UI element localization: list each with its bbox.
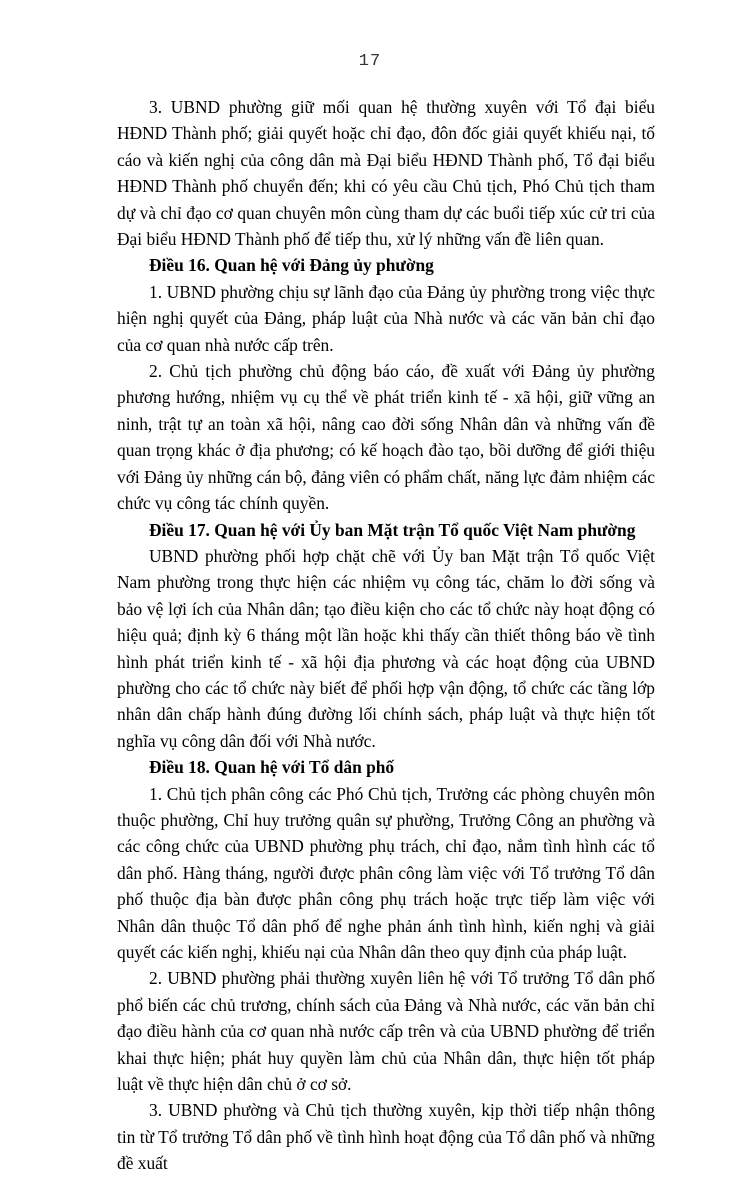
paragraph-article-16-clause-1: 1. UBND phường chịu sự lãnh đạo của Đảng ủy phường trong việc thực hiện nghị quyết của Đảng, pháp luật của Nhà nước và các văn bản chỉ đạo của cơ quan nhà nước cấp trên. (117, 281, 655, 355)
paragraph-article-16-clause-2: 2. Chủ tịch phường chủ động báo cáo, đề xuất với Đảng ủy phường phương hướng, nhiệm vụ cụ thể về phát triển kinh tế - xã hội, giữ vững an ninh, trật tự an toàn xã hội, nâng cao đời sống Nhân dân và những vấn đề quan trọng khác ở địa phương; có kế hoạch đào tạo, bồi dưỡng để giới thiệu với Đảng ủy những cán bộ, đảng viên có phẩm chất, năng lực đảm nhiệm các chức vụ công tác chính quyền. (117, 361, 655, 514)
paragraph-article-15-clause-3: 3. UBND phường giữ mối quan hệ thường xuyên với Tổ đại biểu HĐND Thành phố; giải quyết hoặc chỉ đạo, đôn đốc giải quyết khiếu nại, tố cáo và kiến nghị của công dân mà Đại biểu HĐND Thành phố, Tổ đại biểu HĐND Thành phố chuyển đến; khi có yêu cầu Chủ tịch, Phó Chủ tịch tham dự và chỉ đạo cơ quan chuyên môn cùng tham dự các buổi tiếp xúc cử tri của Đại biểu HĐND Thành phố để tiếp thu, xử lý những vấn đề liên quan. (117, 97, 655, 250)
paragraph-article-18-clause-3: 3. UBND phường và Chủ tịch thường xuyên, kịp thời tiếp nhận thông tin từ Tổ trưởng Tổ dân phố về tình hình hoạt động của Tổ dân phố và những đề xuất (117, 1100, 655, 1174)
paragraph-article-18-clause-1: 1. Chủ tịch phân công các Phó Chủ tịch, Trưởng các phòng chuyên môn thuộc phường, Chỉ huy trưởng quân sự phường, Trưởng Công an phường và các công chức của UBND phường phụ trách, chỉ đạo, nắm tình hình các tổ dân phố. Hàng tháng, người được phân công làm việc với Tổ trưởng Tổ dân phố thuộc địa bàn được phân công phụ trách hoặc trực tiếp làm việc với Nhân dân thuộc Tổ dân phố để nghe phản ánh tình hình, kiến nghị và giải quyết các kiến nghị, khiếu nại của Nhân dân theo quy định của pháp luật. (117, 783, 655, 962)
article-17-heading: Điều 17. Quan hệ với Ủy ban Mặt trận Tổ quốc Việt Nam phường (149, 519, 636, 540)
page-number: 17 (358, 52, 382, 71)
article-16-heading: Điều 16. Quan hệ với Đảng ủy phường (149, 255, 434, 276)
paragraph-article-17: UBND phường phối hợp chặt chẽ với Ủy ban Mặt trận Tổ quốc Việt Nam phường trong thực hiện các nhiệm vụ công tác, chăm lo đời sống và bảo vệ lợi ích của Nhân dân; tạo điều kiện cho các tổ chức này hoạt động có hiệu quả; định kỳ 6 tháng một lần hoặc khi thấy cần thiết thông báo về tình hình phát triển kinh tế - xã hội địa phương và các hoạt động của UBND phường cho các tổ chức này biết để phối hợp vận động, tổ chức các tầng lớp nhân dân chấp hành đúng đường lối chính sách, pháp luật và thực hiện tốt nghĩa vụ công dân đối với Nhà nước. (117, 545, 655, 751)
document-body (117, 94, 655, 1177)
paragraph-article-18-clause-2: 2. UBND phường phải thường xuyên liên hệ với Tổ trưởng Tổ dân phố phổ biến các chủ trương, chính sách của Đảng và Nhà nước, các văn bản chỉ đạo điều hành của cơ quan nhà nước cấp trên và của UBND phường để triển khai thực hiện; phát huy quyền làm chủ của Nhân dân, thực hiện tốt pháp luật về thực hiện dân chủ ở cơ sở. (117, 968, 655, 1095)
article-18-heading: Điều 18. Quan hệ với Tổ dân phố (149, 757, 395, 778)
